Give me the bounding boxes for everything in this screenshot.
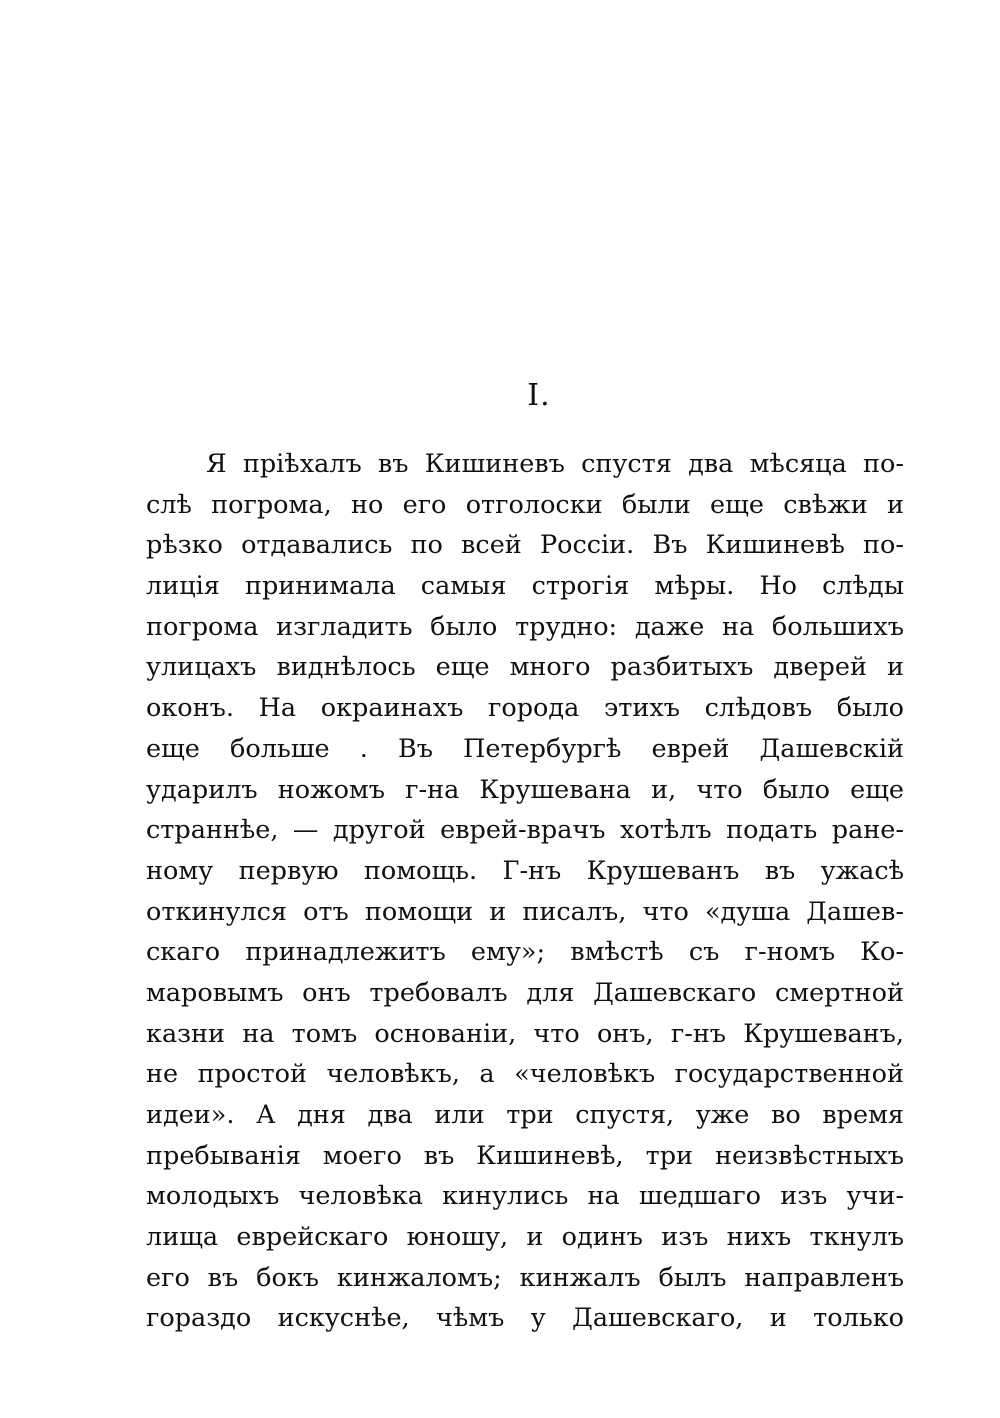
- text-line: маровымъ онъ требовалъ для Дашевскаго смертной: [146, 977, 904, 1008]
- body-text: [146, 444, 904, 1339]
- text-line: лиція принимала самыя строгія мѣры. Но слѣды: [146, 571, 904, 602]
- text-line: ударилъ ножомъ г-на Крушевана и, что было еще: [146, 774, 904, 805]
- text-line: погрома изгладить было трудно: даже на большихъ: [146, 611, 904, 642]
- text-line: откинулся отъ помощи и писалъ, что «душа Дашев-: [146, 896, 904, 927]
- text-line: скаго принадлежитъ ему»; вмѣстѣ съ г-номъ Ко-: [146, 937, 904, 968]
- text-line: слѣ погрома, но его отголоски были еще свѣжи и: [146, 489, 904, 520]
- text-line: улицахъ виднѣлось еще много разбитыхъ дверей и: [146, 652, 904, 683]
- text-line: молодыхъ человѣка кинулись на шедшаго изъ учи-: [146, 1181, 904, 1212]
- text-line: ному первую помощь. Г-нъ Крушеванъ въ ужасѣ: [146, 855, 904, 886]
- text-line: оконъ. На окраинахъ города этихъ слѣдовъ было: [146, 693, 904, 724]
- text-line: идеи». А дня два или три спустя, уже во время: [146, 1100, 904, 1130]
- text-line: его въ бокъ кинжаломъ; кинжалъ былъ направленъ: [146, 1262, 904, 1293]
- text-line: пребыванія моего въ Кишиневѣ, три неизвѣстныхъ: [146, 1140, 904, 1171]
- text-line: страннѣе, — другой еврей-врачъ хотѣлъ подать ране-: [146, 815, 904, 846]
- text-line: лища еврейскаго юношу, и одинъ изъ нихъ ткнулъ: [146, 1222, 904, 1253]
- text-line: Я пріѣхалъ въ Кишиневъ спустя два мѣсяца по-: [206, 449, 904, 479]
- chapter-heading: I.: [527, 378, 551, 413]
- text-line: рѣзко отдавались по всей Россіи. Въ Кишиневѣ по-: [146, 530, 904, 561]
- text-line: еще больше . Въ Петербургѣ еврей Дашевскій: [146, 733, 904, 764]
- text-line: казни на томъ основаніи, что онъ, г-нъ Крушеванъ,: [146, 1018, 904, 1049]
- text-line: не простой человѣкъ, а «человѣкъ государственной: [146, 1059, 904, 1090]
- text-line: гораздо искуснѣе, чѣмъ у Дашевскаго, и только: [146, 1303, 904, 1334]
